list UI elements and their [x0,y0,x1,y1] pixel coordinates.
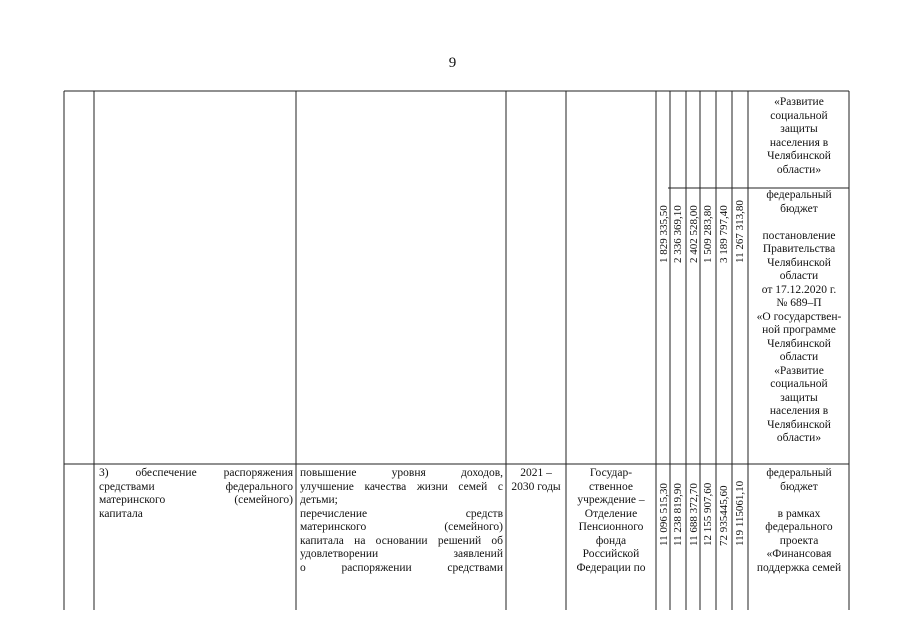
row3-executor [567,467,655,575]
text-line: бюджет [780,480,818,493]
text-line: капитала [99,507,143,520]
text-line: Правительства [762,243,836,255]
text-line: Государ- [589,467,633,479]
row2-funding-source [752,189,846,446]
text-line: защиты [780,123,818,135]
text-line: улучшение качества жизни семей с [300,480,503,493]
text-line [752,216,846,230]
row3-amount-1: 11 096 515,30 [658,483,670,546]
text-line: населения в [769,136,829,149]
row3-amount-2: 11 238 819,90 [672,483,684,546]
text-line: области» [776,432,822,444]
row1-funding-source [752,96,846,177]
text-line: федеральный [766,189,832,201]
text-line: области [779,270,819,282]
text-line: Челябинской [767,256,831,269]
text-line: Челябинской [767,418,831,431]
text-line: бюджет [780,202,818,215]
row3-amount-6: 119 115061,10 [734,480,746,546]
text-line: населения в [769,405,829,417]
text-line: постановление [762,229,836,242]
text-line: удовлетворении заявлений [300,548,503,560]
text-line: фонда [595,534,627,547]
row2-amount-6: 11 267 313,80 [734,200,746,263]
text-line: области [779,351,819,363]
text-line: проекта [779,534,819,547]
row3-amount-4: 12 155 907,60 [702,482,714,546]
text-line: Российской [582,548,640,560]
text-line: материнского (семейного) [99,494,293,506]
page-number: 9 [448,55,457,71]
text-line: материнского (семейного) [300,521,503,533]
text-line: о распоряжении средствами [300,561,503,574]
text-line: Федерации по [576,561,646,574]
text-line: Отделение [584,507,638,520]
row2-amount-5: 3 189 797,40 [718,205,730,263]
text-line: детьми; [300,494,338,506]
text-line: Пенсионного [578,521,644,533]
row2-amount-4: 1 509 283,80 [702,205,714,263]
text-line: учреждение – [577,494,645,506]
text-line: 2021 – [520,467,552,479]
text-line: «Развитие [774,364,824,377]
text-line: «Развитие [774,96,824,108]
row3-amount-5: 72 935445,60 [718,485,730,546]
text-line: в рамках [777,507,821,520]
text-line: Челябинской [767,337,831,350]
text-line: защиты [780,391,818,404]
text-line: ной программе [762,324,836,336]
text-line: социальной [770,109,828,122]
text-line: № 689–П [776,297,822,309]
text-line: капитала на основании решений об [300,534,503,547]
text-line: перечисление средств [300,507,503,520]
text-line: федеральный [766,467,832,479]
row3-measure [99,467,293,521]
row2-amount-1: 1 829 335,50 [658,205,670,263]
text-line: ственное [589,480,633,493]
text-line: «О государствен- [756,310,842,323]
text-line: федерального [765,521,833,533]
text-line: средствами федерального [99,480,293,493]
row2-amount-2: 2 336 369,10 [672,205,684,263]
text-line: поддержка семей [756,561,842,574]
text-line: повышение уровня доходов, [300,467,503,479]
row3-funding-source [752,467,846,575]
text-line: Челябинской [767,150,831,162]
row3-result [300,467,503,575]
text-line: 2030 годы [511,480,561,493]
row2-amount-3: 2 402 528,00 [688,205,700,263]
row3-period [508,467,564,494]
text-line: области» [776,163,822,176]
text-line: 3) обеспечение распоряжения [99,467,293,479]
text-line: «Финансовая [766,548,832,560]
row3-amount-3: 11 688 372,70 [688,483,700,546]
text-line: социальной [770,378,828,390]
text-line: от 17.12.2020 г. [761,283,837,296]
text-line [752,494,846,508]
